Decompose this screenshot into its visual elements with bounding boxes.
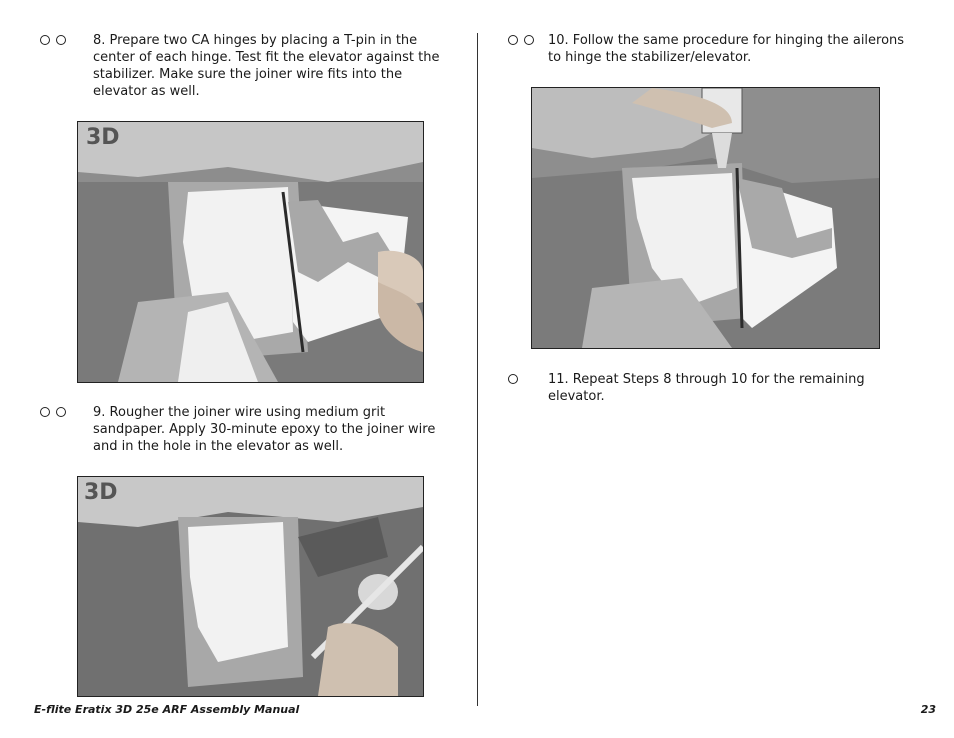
checkbox-icon[interactable]	[40, 35, 50, 45]
step-10-text: 10. Follow the same procedure for hinging the ailerons to hinge the stabilizer/elevator.	[548, 33, 905, 65]
step-9-text: 9. Rougher the joiner wire using medium grit sandpaper. Apply 30-minute epoxy to the joiner wire and in the hole in the elevator as well.	[93, 405, 436, 454]
svg-text:3D: 3D	[84, 480, 118, 505]
step-10-checkboxes[interactable]	[508, 32, 540, 49]
step-11-checkboxes[interactable]	[508, 371, 524, 388]
svg-text:3D: 3D	[86, 125, 120, 150]
step-8-text: 8. Prepare two CA hinges by placing a T-pin in the center of each hinge. Test fit the elevator against the stabilizer. Make sure the joiner wire fits into the elevator as well.	[93, 33, 440, 99]
page-number: 23	[920, 703, 936, 716]
elevator-hinge-photo-icon	[78, 122, 423, 382]
checkbox-icon[interactable]	[508, 374, 518, 384]
step-10-photo	[531, 87, 880, 349]
epoxy-joiner-photo-icon	[78, 477, 423, 696]
step-11-text: 11. Repeat Steps 8 through 10 for the remaining elevator.	[548, 372, 865, 404]
step-9-photo	[77, 476, 424, 697]
checkbox-icon[interactable]	[40, 407, 50, 417]
checkbox-icon[interactable]	[524, 35, 534, 45]
step-8-photo	[77, 121, 424, 383]
ca-glue-photo-icon	[532, 88, 879, 348]
column-divider	[477, 33, 478, 706]
step-9-checkboxes[interactable]	[40, 404, 72, 421]
checkbox-icon[interactable]	[56, 35, 66, 45]
step-8-checkboxes[interactable]	[40, 32, 72, 49]
checkbox-icon[interactable]	[56, 407, 66, 417]
checkbox-icon[interactable]	[508, 35, 518, 45]
manual-title: E-flite Eratix 3D 25e ARF Assembly Manual	[34, 703, 300, 716]
